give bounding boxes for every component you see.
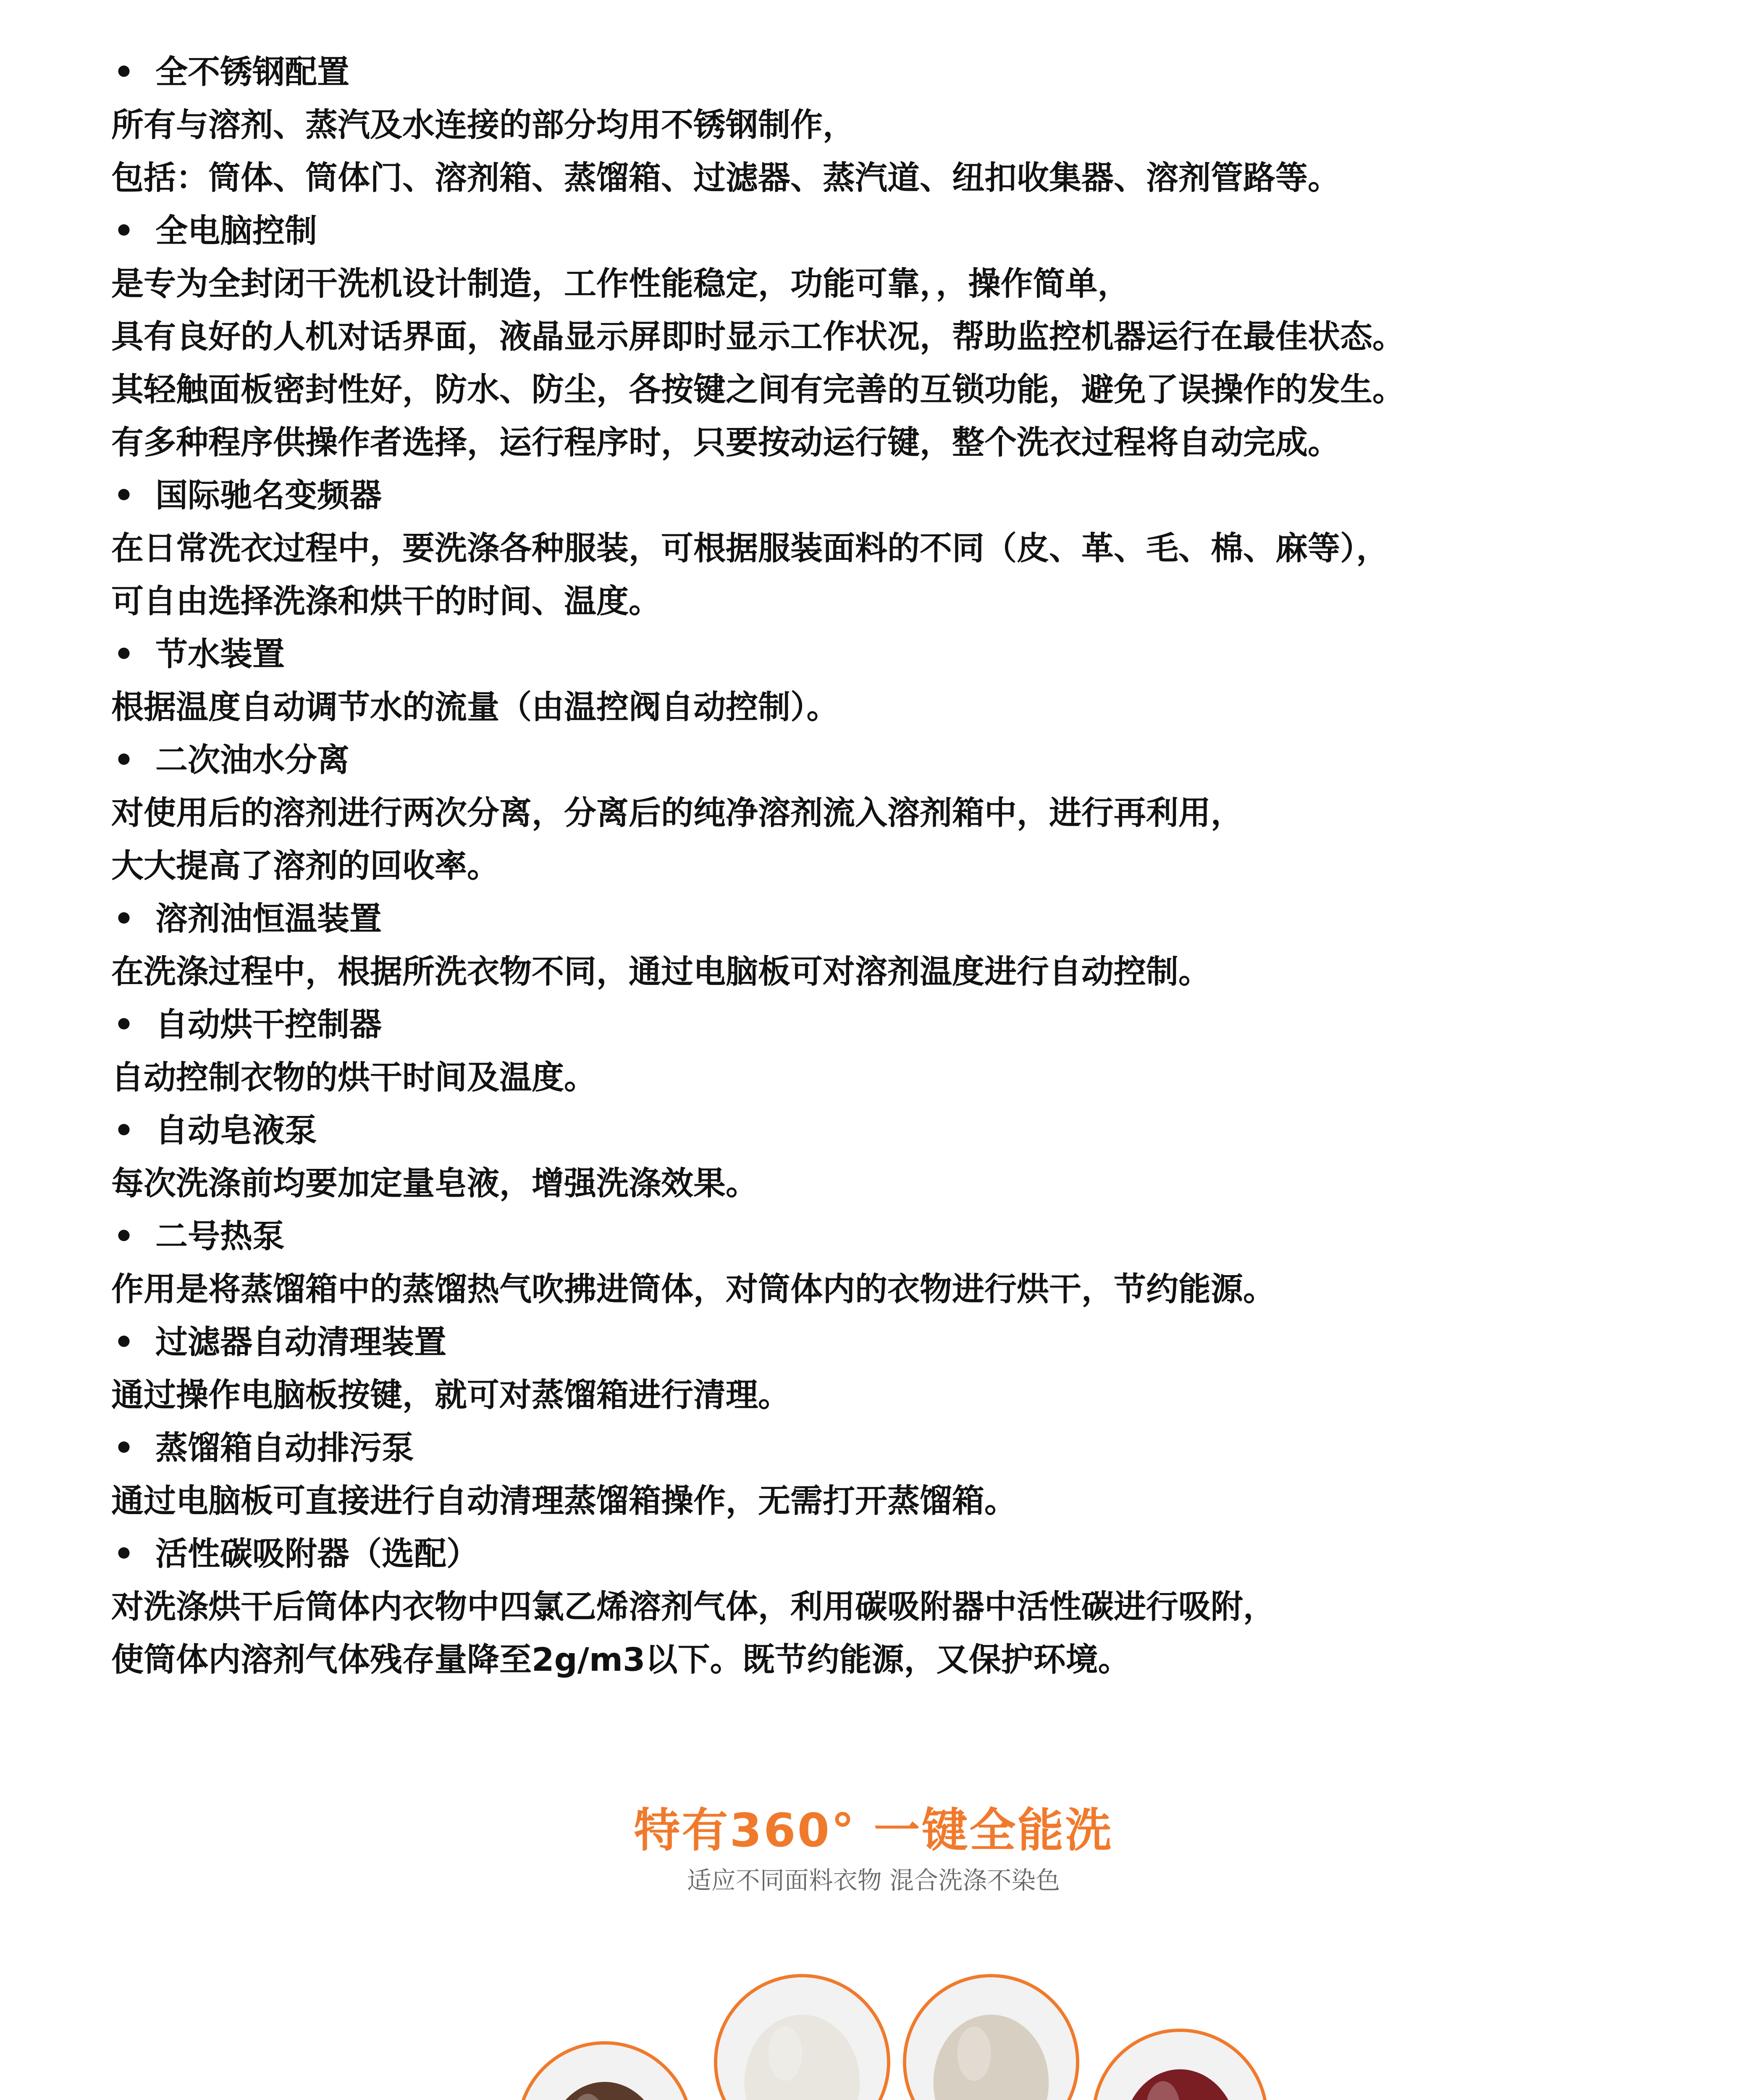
feature-description-line: 自动控制衣物的烘干时间及温度。: [111, 1059, 596, 1097]
feature-description-line: 有多种程序供操作者选择，运行程序时，只要按动运行键，整个洗衣过程将自动完成。: [111, 424, 1340, 462]
feature-description-line: 对洗涤烘干后筒体内衣物中四氯乙烯溶剂气体，利用碳吸附器中活性碳进行吸附，: [111, 1588, 1275, 1626]
bullet-icon: •: [113, 54, 134, 91]
feature-description-line: 包括：筒体、筒体门、溶剂箱、蒸馏箱、过滤器、蒸汽道、纽扣收集器、溶剂管路等。: [111, 160, 1340, 197]
feature-title: [111, 1528, 1665, 1581]
feature-description-line: 通过操作电脑板按键，就可对蒸馏箱进行清理。: [111, 1377, 790, 1414]
feature-description-line: 作用是将蒸馏箱中的蒸馏热气吹拂进筒体，对筒体内的衣物进行烘干，节约能源。: [111, 1271, 1275, 1308]
bullet-icon: •: [113, 477, 134, 514]
feature-description-line: 使筒体内溶剂气体残存量降至2g/m3以下。既节约能源，又保护环境。: [111, 1641, 1131, 1679]
feature-title: [111, 1422, 1665, 1475]
feature-title: [111, 1316, 1665, 1369]
bullet-icon: •: [113, 1324, 134, 1361]
feature-title: [111, 46, 1665, 99]
feature-description-line: 在日常洗衣过程中，要洗涤各种服装，可根据服装面料的不同（皮、革、毛、棉、麻等），: [111, 530, 1389, 567]
feature-title-text: 二号热泵: [155, 1218, 285, 1255]
promo-graphic: [0, 1722, 1747, 2100]
feature-title-text: 节水装置: [155, 636, 285, 673]
feature-title: [111, 893, 1665, 946]
feature-description-line: 是专为全封闭干洗机设计制造，工作性能稳定，功能可靠，，操作简单，: [111, 265, 1130, 303]
fabric-photo: [903, 1974, 1079, 2100]
bullet-icon: •: [113, 1112, 134, 1150]
feature-title-text: 自动皂液泵: [155, 1112, 317, 1150]
feature-description-line: 在洗涤过程中，根据所洗衣物不同，通过电脑板可对溶剂温度进行自动控制。: [111, 953, 1211, 991]
feature-description-line: 其轻触面板密封性好，防水、防尘，各按键之间有完善的互锁功能，避免了误操作的发生。: [111, 371, 1405, 409]
bullet-icon: •: [113, 1006, 134, 1044]
feature-description-line: 所有与溶剂、蒸汽及水连接的部分均用不锈钢制作，: [111, 107, 855, 144]
fabric-photo: [517, 2041, 693, 2100]
bullet-icon: •: [113, 1430, 134, 1467]
bullet-icon: •: [113, 1218, 134, 1255]
feature-title-text: 全电脑控制: [155, 213, 317, 250]
feature-title-text: 国际驰名变频器: [155, 477, 382, 514]
feature-title: [111, 734, 1665, 787]
feature-description-line: 每次洗涤前均要加定量皂液，增强洗涤效果。: [111, 1165, 758, 1202]
feature-title-text: 自动烘干控制器: [155, 1006, 382, 1044]
feature-title: [111, 628, 1665, 681]
feature-title-text: 溶剂油恒温装置: [155, 900, 382, 938]
feature-title-text: 过滤器自动清理装置: [155, 1324, 446, 1361]
fabric-photo: [1092, 2029, 1268, 2100]
fabric-item: [517, 2041, 693, 2100]
promo-title: 特有360° 一键全能洗: [634, 1803, 1113, 1857]
feature-title-text: 全不锈钢配置: [155, 54, 349, 91]
feature-description-line: 大大提高了溶剂的回收率。: [111, 848, 499, 885]
feature-title: [111, 999, 1665, 1052]
bullet-icon: •: [113, 900, 134, 938]
fabric-item: [903, 1974, 1079, 2100]
feature-title: [111, 470, 1665, 522]
bullet-icon: •: [113, 213, 134, 250]
feature-description-line: 具有良好的人机对话界面，液晶显示屏即时显示工作状况，帮助监控机器运行在最佳状态。: [111, 318, 1405, 356]
bullet-icon: •: [113, 742, 134, 779]
feature-description-line: 通过电脑板可直接进行自动清理蒸馏箱操作，无需打开蒸馏箱。: [111, 1483, 1017, 1520]
feature-list: [111, 46, 1665, 1687]
promo-subtitle: 适应不同面料衣物 混合洗涤不染色: [687, 1866, 1060, 1895]
feature-title: [111, 1105, 1665, 1158]
bullet-icon: •: [113, 1536, 134, 1573]
fabric-photo: [714, 1974, 890, 2100]
feature-description-line: 根据温度自动调节水的流量（由温控阀自动控制）。: [111, 689, 839, 726]
bullet-icon: •: [113, 636, 134, 673]
feature-description-line: 对使用后的溶剂进行两次分离，分离后的纯净溶剂流入溶剂箱中，进行再利用，: [111, 795, 1243, 832]
feature-title: [111, 1210, 1665, 1263]
feature-title-text: 蒸馏箱自动排污泵: [155, 1430, 414, 1467]
fabric-item: [714, 1974, 890, 2100]
feature-title-text: 活性碳吸附器（选配）: [155, 1536, 479, 1573]
feature-title: [111, 205, 1665, 258]
feature-title-text: 二次油水分离: [155, 742, 349, 779]
feature-description-line: 可自由选择洗涤和烘干的时间、温度。: [111, 583, 661, 620]
fabric-item: [1092, 2029, 1268, 2100]
